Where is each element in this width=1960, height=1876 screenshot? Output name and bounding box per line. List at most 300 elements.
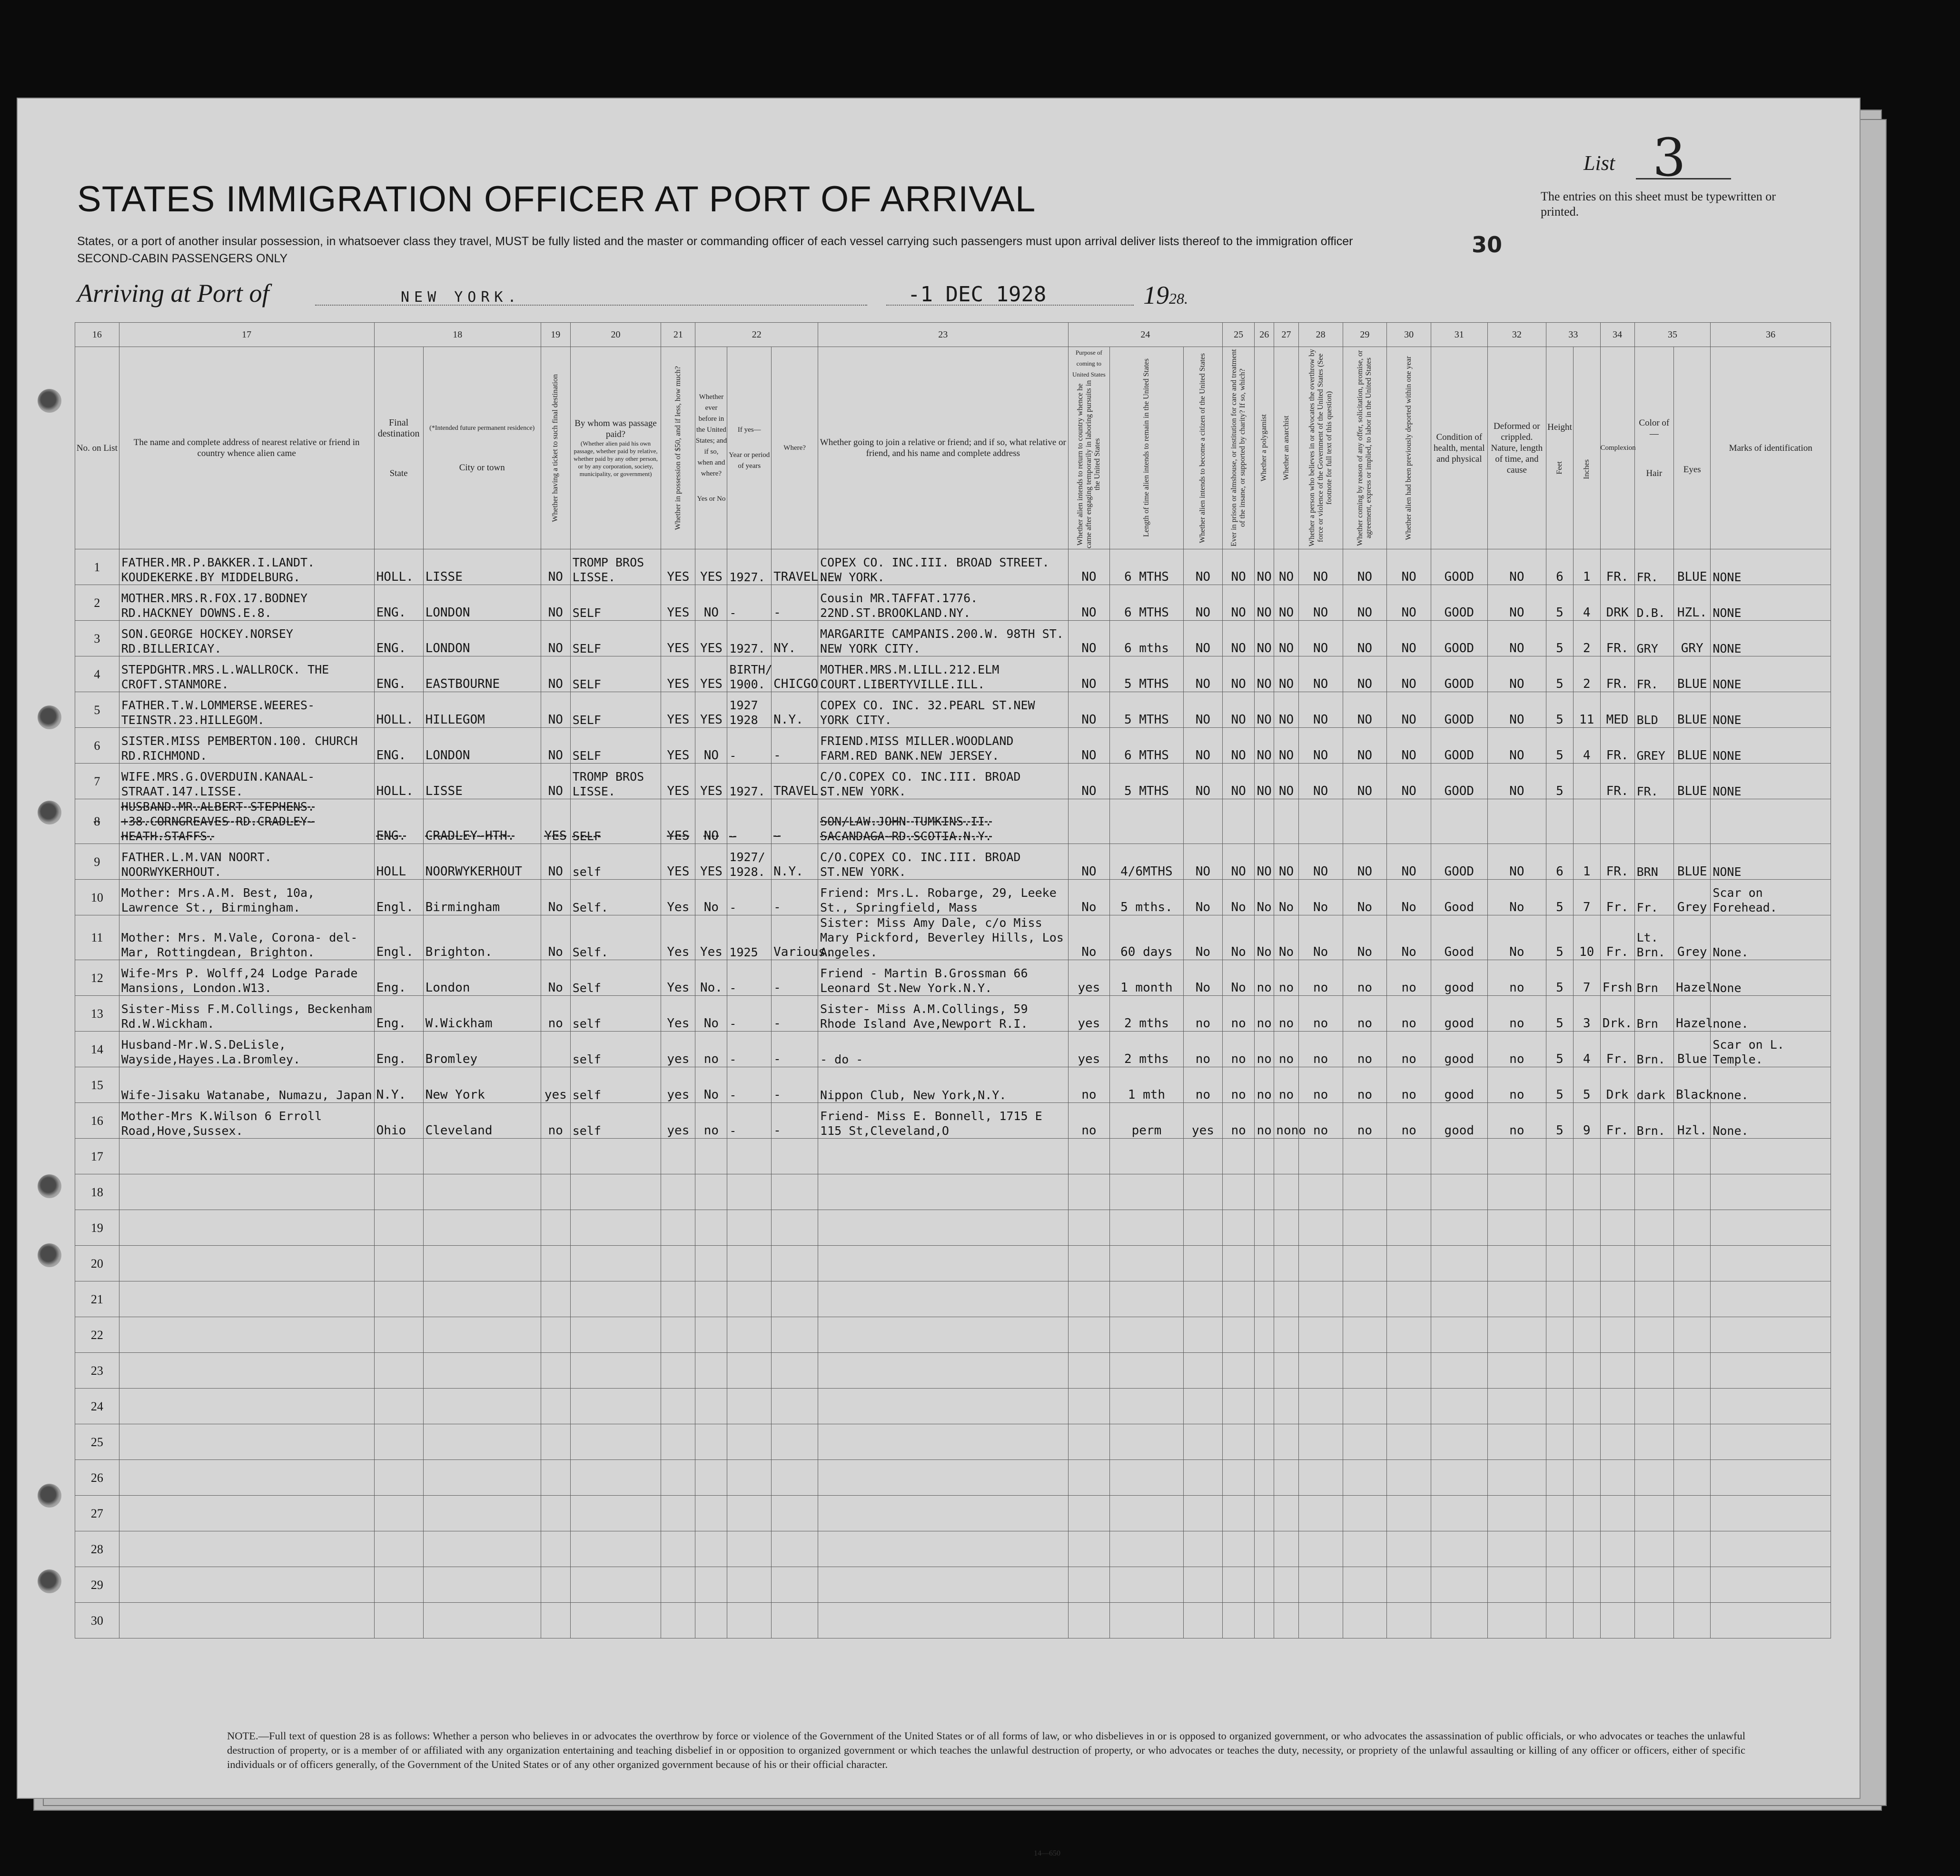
- header-deported-label: Whether alien had been previously deported within one year: [1405, 356, 1413, 540]
- cell-length-of-stay: 2 mths: [1110, 1032, 1184, 1067]
- cell-polygamist: no: [1255, 1067, 1274, 1103]
- cell-health: GOOD: [1431, 549, 1488, 585]
- empty-cell: [1431, 1281, 1488, 1317]
- empty-cell: [818, 1531, 1069, 1567]
- empty-cell: [1274, 1424, 1299, 1460]
- empty-cell: [423, 1281, 541, 1317]
- empty-cell: [1431, 1210, 1488, 1246]
- cell-complexion: Fr.: [1600, 880, 1634, 915]
- empty-cell: [1387, 1531, 1431, 1567]
- cell-citizen: [1183, 799, 1222, 844]
- cell-eyes: BLUE: [1674, 764, 1711, 799]
- header-q28-label: Whether a person who believes in or advocates the overthrow by force or violence of the Government of the United States (See footnote for full text of this question): [1307, 349, 1333, 547]
- empty-cell: [1255, 1603, 1274, 1638]
- empty-cell: [1634, 1496, 1673, 1531]
- cell-polygamist: no: [1255, 1103, 1274, 1139]
- cell-relative: STEPDGHTR.MRS.L.WALLROCK. THE CROFT.STANMORE.: [119, 656, 374, 692]
- header-money-label: Whether in possession of $50, and if less, how much?: [673, 366, 682, 530]
- cell-hair: BLD: [1634, 692, 1673, 728]
- header-state-label: State: [389, 468, 408, 478]
- cell-citizen: NO: [1183, 844, 1222, 880]
- empty-cell: [1711, 1353, 1831, 1389]
- cell-marks: Scar on L. Temple.: [1711, 1032, 1831, 1067]
- cell-anarchist: NO: [1274, 656, 1299, 692]
- empty-cell: [1343, 1210, 1387, 1246]
- empty-cell: [772, 1281, 818, 1317]
- cell-purpose-return: yes: [1068, 960, 1110, 996]
- cell-length-of-stay: 5 MTHS: [1110, 764, 1184, 799]
- header-final-destination-note: (*Intended future permanent residence): [429, 425, 535, 432]
- empty-cell: [1068, 1317, 1110, 1353]
- cell-passage-paid: SELF: [570, 585, 661, 621]
- cell-hair: [1634, 799, 1673, 844]
- port-underline: [315, 305, 867, 306]
- table-row: [75, 1067, 1831, 1103]
- table-row: [75, 915, 1831, 960]
- cell-feet: 5: [1546, 656, 1574, 692]
- empty-cell: [1674, 1353, 1711, 1389]
- cell-inches: 2: [1573, 621, 1600, 656]
- cell-prison: NO: [1223, 549, 1255, 585]
- margin-mark: 30: [1472, 232, 1503, 258]
- empty-cell: [1110, 1174, 1184, 1210]
- row-number: 9: [75, 844, 119, 880]
- empty-cell: [727, 1281, 772, 1317]
- cell-relative: FATHER.T.W.LOMMERSE.WEERES- TEINSTR.23.HILLEGOM.: [119, 692, 374, 728]
- cell-before-where: N.Y.: [772, 844, 818, 880]
- empty-cell: [1343, 1353, 1387, 1389]
- cell-state: Eng.: [374, 1032, 423, 1067]
- cell-ticket: no: [541, 996, 570, 1032]
- empty-cell: [695, 1460, 727, 1496]
- empty-cell: [423, 1353, 541, 1389]
- cell-anarchist: no: [1274, 996, 1299, 1032]
- cell-city: HILLEGOM: [423, 692, 541, 728]
- empty-cell: [541, 1389, 570, 1424]
- cell-before-year: 1925: [727, 915, 772, 960]
- cell-marks: NONE: [1711, 549, 1831, 585]
- empty-cell: [661, 1603, 695, 1638]
- cell-before-where: -: [772, 1032, 818, 1067]
- empty-cell: [1298, 1246, 1343, 1281]
- cell-state: Engl.: [374, 915, 423, 960]
- empty-cell: [1223, 1353, 1255, 1389]
- header-feet: [1546, 347, 1574, 549]
- empty-cell: [1387, 1210, 1431, 1246]
- cell-polygamist: [1255, 799, 1274, 844]
- cell-ticket: No: [541, 915, 570, 960]
- cell-health: GOOD: [1431, 692, 1488, 728]
- empty-cell: [1387, 1496, 1431, 1531]
- empty-cell: [423, 1246, 541, 1281]
- cell-relative: Mother: Mrs.A.M. Best, 10a, Lawrence St., Birmingham.: [119, 880, 374, 915]
- cell-deported: NO: [1387, 621, 1431, 656]
- cell-complexion: FR.: [1600, 656, 1634, 692]
- cell-purpose-return: NO: [1068, 764, 1110, 799]
- empty-cell: [374, 1567, 423, 1603]
- table-row: [75, 844, 1831, 880]
- empty-cell: [772, 1531, 818, 1567]
- empty-cell: [1600, 1139, 1634, 1174]
- cell-deformed: NO: [1487, 844, 1546, 880]
- header-marks: Marks of identification: [1711, 347, 1831, 549]
- cell-eyes: Grey: [1674, 880, 1711, 915]
- cell-complexion: FR.: [1600, 549, 1634, 585]
- empty-cell: [695, 1246, 727, 1281]
- cell-citizen: no: [1183, 996, 1222, 1032]
- empty-cell: [1110, 1567, 1184, 1603]
- empty-cell: [1298, 1496, 1343, 1531]
- empty-cell: [119, 1246, 374, 1281]
- cell-marks: None.: [1711, 915, 1831, 960]
- empty-cell: [119, 1317, 374, 1353]
- cell-money: YES: [661, 549, 695, 585]
- header-eyes: [1674, 347, 1711, 549]
- empty-cell: [1068, 1281, 1110, 1317]
- cell-labor-offer: no: [1343, 960, 1387, 996]
- punch-hole: [38, 801, 61, 824]
- empty-cell: [695, 1603, 727, 1638]
- cell-anarchist: NO: [1274, 621, 1299, 656]
- empty-cell: [1183, 1567, 1222, 1603]
- cell-before-year: -: [727, 1067, 772, 1103]
- empty-cell: [1431, 1246, 1488, 1281]
- cell-state: ENG.: [374, 656, 423, 692]
- header-hair: [1634, 347, 1673, 549]
- cell-before-where: -: [772, 1067, 818, 1103]
- empty-cell: [1546, 1139, 1574, 1174]
- empty-cell: [695, 1139, 727, 1174]
- cell-city: Cleveland: [423, 1103, 541, 1139]
- cell-relative: SISTER.MISS PEMBERTON.100. CHURCH RD.RICHMOND.: [119, 728, 374, 764]
- empty-cell: [772, 1353, 818, 1389]
- empty-cell: [1573, 1389, 1600, 1424]
- empty-cell: [661, 1531, 695, 1567]
- empty-cell: [695, 1281, 727, 1317]
- cell-money: YES: [661, 656, 695, 692]
- header-before-label: Whether ever before in the United States; and if so, when and where?: [695, 393, 727, 477]
- empty-cell: [1223, 1139, 1255, 1174]
- cell-polygamist: NO: [1255, 656, 1274, 692]
- empty-cell: [1711, 1531, 1831, 1567]
- empty-cell: [1255, 1567, 1274, 1603]
- cell-hair: Brn: [1634, 960, 1673, 996]
- empty-cell: [1634, 1139, 1673, 1174]
- colnum-17: 17: [119, 323, 374, 347]
- empty-cell: [1183, 1210, 1222, 1246]
- year-prefix: 19: [1143, 281, 1169, 309]
- empty-cell: [772, 1389, 818, 1424]
- empty-cell: [570, 1496, 661, 1531]
- cell-labor-offer: NO: [1343, 692, 1387, 728]
- list-note: The entries on this sheet must be typewritten or printed.: [1541, 189, 1776, 218]
- header-labor-offer: [1343, 347, 1387, 549]
- cell-hair: FR.: [1634, 549, 1673, 585]
- empty-cell: [1110, 1424, 1184, 1460]
- cell-eyes: Blue: [1674, 1032, 1711, 1067]
- empty-cell: [1183, 1353, 1222, 1389]
- empty-cell: [727, 1603, 772, 1638]
- cell-marks: None: [1711, 960, 1831, 996]
- cell-deformed: no: [1487, 996, 1546, 1032]
- column-header-row: [75, 347, 1831, 549]
- empty-cell: [1068, 1174, 1110, 1210]
- cell-marks: None.: [1711, 1103, 1831, 1139]
- cell-complexion: Fr.: [1600, 915, 1634, 960]
- cell-complexion: Drk: [1600, 1067, 1634, 1103]
- header-prison: [1223, 347, 1255, 549]
- cell-q28: NO: [1298, 621, 1343, 656]
- cell-health: good: [1431, 1067, 1488, 1103]
- empty-cell: [541, 1174, 570, 1210]
- colnum-29: 29: [1343, 323, 1387, 347]
- row-number: 3: [75, 621, 119, 656]
- empty-cell: [1274, 1531, 1299, 1567]
- cell-deformed: [1487, 799, 1546, 844]
- empty-cell: [1674, 1281, 1711, 1317]
- empty-cell: [1573, 1281, 1600, 1317]
- table-row: [75, 1032, 1831, 1067]
- cell-state: Eng.: [374, 960, 423, 996]
- header-length-of-stay: [1110, 347, 1184, 549]
- cell-inches: 11: [1573, 692, 1600, 728]
- cell-ticket: YES: [541, 799, 570, 844]
- manifest-sheet: [17, 98, 1861, 1857]
- cell-deported: NO: [1387, 692, 1431, 728]
- table-row: [75, 728, 1831, 764]
- table-row: [75, 799, 1831, 844]
- cell-marks: Scar on Forehead.: [1711, 880, 1831, 915]
- empty-cell: [423, 1139, 541, 1174]
- empty-cell: [541, 1317, 570, 1353]
- empty-cell: [1298, 1531, 1343, 1567]
- footnote: NOTE.—Full text of question 28 is as follows: Whether a person who believes in or advocates the overthrow by force or violence of the Government of the United States or of all forms of law, or who disbelieves in or is opposed to organized government, or who advocates the assassination of public officials, or who advocates or teaches the unlawful destruction of property, or is a member of or affiliated with any organization entertaining and teaching disbelief in or opposition to organized government or which teaches the unlawful destruction of property, or who advocates or teaches the duty, necessity, or propriety of the unlawful assaulting or killing of any officer or officers, either of specific individuals or of officers generally, of the Government of the United States or of any other organized government because of his or their official character.: [227, 1730, 1745, 1770]
- row-number: 16: [75, 1103, 119, 1139]
- empty-cell: [1255, 1210, 1274, 1246]
- cell-money: YES: [661, 585, 695, 621]
- cell-ticket: NO: [541, 728, 570, 764]
- empty-cell: [1343, 1531, 1387, 1567]
- empty-cell: [818, 1567, 1069, 1603]
- cell-passage-paid: Self.: [570, 880, 661, 915]
- cell-money: Yes: [661, 915, 695, 960]
- empty-cell: [1674, 1460, 1711, 1496]
- colnum-34: 34: [1600, 323, 1634, 347]
- cell-before-year: 1927/ 1928.: [727, 844, 772, 880]
- empty-cell: [541, 1281, 570, 1317]
- empty-cell: [818, 1281, 1069, 1317]
- empty-cell: [423, 1460, 541, 1496]
- header-citizen: [1183, 347, 1222, 549]
- cell-state: HOLL.: [374, 764, 423, 799]
- empty-cell: [1068, 1603, 1110, 1638]
- empty-row: [75, 1424, 1831, 1460]
- empty-cell: [1387, 1424, 1431, 1460]
- cell-deported: no: [1387, 1067, 1431, 1103]
- cell-hair: Brn.: [1634, 1103, 1673, 1139]
- empty-cell: [119, 1567, 374, 1603]
- cell-passage-paid: Self: [570, 960, 661, 996]
- cell-anarchist: no: [1274, 1032, 1299, 1067]
- cell-polygamist: No: [1255, 915, 1274, 960]
- cell-relative: HUSBAND.MR.ALBERT STEPHENS. +38.CORNGREAVES-RD.CRADLEY- HEATH.STAFFS.: [119, 799, 374, 844]
- empty-cell: [1431, 1389, 1488, 1424]
- year-suffix: 28.: [1169, 290, 1188, 307]
- empty-cell: [772, 1317, 818, 1353]
- cell-before-yesno: No: [695, 996, 727, 1032]
- empty-cell: [695, 1531, 727, 1567]
- empty-cell: [1223, 1281, 1255, 1317]
- empty-row: [75, 1496, 1831, 1531]
- cell-deported: NO: [1387, 728, 1431, 764]
- cell-before-year: 1927.: [727, 549, 772, 585]
- empty-cell: [1711, 1389, 1831, 1424]
- empty-cell: [695, 1389, 727, 1424]
- cell-polygamist: NO: [1255, 549, 1274, 585]
- cell-length-of-stay: 5 MTHS: [1110, 656, 1184, 692]
- empty-cell: [374, 1139, 423, 1174]
- cell-before-year: 1927.: [727, 621, 772, 656]
- empty-cell: [570, 1567, 661, 1603]
- empty-cell: [1298, 1174, 1343, 1210]
- empty-cell: [818, 1139, 1069, 1174]
- table-row: [75, 880, 1831, 915]
- empty-cell: [1255, 1424, 1274, 1460]
- cell-anarchist: nono: [1274, 1103, 1299, 1139]
- cell-relative: Wife-Jisaku Watanabe, Numazu, Japan: [119, 1067, 374, 1103]
- colnum-18: 18: [374, 323, 541, 347]
- cell-before-where: -: [772, 880, 818, 915]
- cell-marks: NONE: [1711, 621, 1831, 656]
- colnum-27: 27: [1274, 323, 1299, 347]
- cell-anarchist: NO: [1274, 844, 1299, 880]
- cell-before-yesno: No: [695, 1067, 727, 1103]
- empty-cell: [1573, 1603, 1600, 1638]
- cell-complexion: Fr.: [1600, 1032, 1634, 1067]
- cell-money: yes: [661, 1032, 695, 1067]
- colnum-19: 19: [541, 323, 570, 347]
- cell-complexion: Fr.: [1600, 1103, 1634, 1139]
- empty-cell: [1546, 1567, 1574, 1603]
- cell-before-year: -: [727, 799, 772, 844]
- cell-hair: FR.: [1634, 656, 1673, 692]
- empty-cell: [1634, 1389, 1673, 1424]
- cell-marks: NONE: [1711, 844, 1831, 880]
- empty-row: [75, 1246, 1831, 1281]
- cell-deformed: NO: [1487, 549, 1546, 585]
- header-complexion: [1600, 347, 1634, 549]
- cell-eyes: Black: [1674, 1067, 1711, 1103]
- empty-cell: [1674, 1389, 1711, 1424]
- cell-purpose-return: NO: [1068, 844, 1110, 880]
- empty-cell: [661, 1353, 695, 1389]
- empty-cell: [541, 1424, 570, 1460]
- empty-cell: [570, 1460, 661, 1496]
- cell-before-where: -: [772, 799, 818, 844]
- cell-before-yesno: No: [695, 880, 727, 915]
- row-number: 24: [75, 1389, 119, 1424]
- arrival-line: [77, 278, 1219, 312]
- cell-q28: NO: [1298, 692, 1343, 728]
- cell-purpose-return: NO: [1068, 549, 1110, 585]
- cell-marks: NONE: [1711, 656, 1831, 692]
- empty-row: [75, 1603, 1831, 1638]
- cell-health: Good: [1431, 880, 1488, 915]
- empty-cell: [1546, 1174, 1574, 1210]
- empty-cell: [1600, 1389, 1634, 1424]
- cell-city: LONDON: [423, 728, 541, 764]
- empty-cell: [1387, 1353, 1431, 1389]
- empty-cell: [1634, 1460, 1673, 1496]
- row-number: 6: [75, 728, 119, 764]
- row-number: 15: [75, 1067, 119, 1103]
- empty-cell: [119, 1353, 374, 1389]
- empty-cell: [1546, 1353, 1574, 1389]
- list-label: List: [1584, 151, 1615, 175]
- empty-cell: [727, 1174, 772, 1210]
- cell-hair: Brn: [1634, 996, 1673, 1032]
- empty-cell: [1387, 1246, 1431, 1281]
- empty-cell: [423, 1531, 541, 1567]
- empty-cell: [541, 1139, 570, 1174]
- cell-anarchist: No: [1274, 880, 1299, 915]
- cell-deformed: No: [1487, 915, 1546, 960]
- cell-anarchist: no: [1274, 960, 1299, 996]
- cell-polygamist: NO: [1255, 764, 1274, 799]
- empty-cell: [423, 1567, 541, 1603]
- cell-ticket: No: [541, 960, 570, 996]
- cell-prison: NO: [1223, 585, 1255, 621]
- cell-city: CRADLEY-HTH.: [423, 799, 541, 844]
- punch-hole: [38, 1243, 61, 1267]
- empty-cell: [1110, 1603, 1184, 1638]
- empty-cell: [1298, 1317, 1343, 1353]
- cell-feet: 5: [1546, 915, 1574, 960]
- empty-cell: [1183, 1496, 1222, 1531]
- empty-cell: [661, 1210, 695, 1246]
- empty-cell: [1600, 1496, 1634, 1531]
- empty-cell: [727, 1353, 772, 1389]
- cell-length-of-stay: 4/6MTHS: [1110, 844, 1184, 880]
- cell-eyes: BLUE: [1674, 728, 1711, 764]
- empty-cell: [1711, 1246, 1831, 1281]
- cell-citizen: NO: [1183, 728, 1222, 764]
- cell-inches: 7: [1573, 960, 1600, 996]
- cell-inches: 5: [1573, 1067, 1600, 1103]
- cell-feet: [1546, 799, 1574, 844]
- empty-cell: [1711, 1174, 1831, 1210]
- empty-cell: [661, 1246, 695, 1281]
- cell-before-yesno: YES: [695, 764, 727, 799]
- empty-cell: [1387, 1603, 1431, 1638]
- empty-cell: [1110, 1389, 1184, 1424]
- empty-cell: [1573, 1567, 1600, 1603]
- cell-health: GOOD: [1431, 656, 1488, 692]
- empty-cell: [423, 1210, 541, 1246]
- empty-cell: [1487, 1246, 1546, 1281]
- cell-marks: none.: [1711, 1067, 1831, 1103]
- cell-relative: FATHER.MR.P.BAKKER.I.LANDT. KOUDEKERKE.BY MIDDELBURG.: [119, 549, 374, 585]
- empty-cell: [541, 1567, 570, 1603]
- cell-citizen: No: [1183, 880, 1222, 915]
- cell-inches: 4: [1573, 585, 1600, 621]
- cell-anarchist: NO: [1274, 549, 1299, 585]
- empty-cell: [695, 1496, 727, 1531]
- empty-cell: [695, 1353, 727, 1389]
- header-passage-paid: [570, 347, 661, 549]
- cell-before-where: -: [772, 960, 818, 996]
- cell-marks: NONE: [1711, 764, 1831, 799]
